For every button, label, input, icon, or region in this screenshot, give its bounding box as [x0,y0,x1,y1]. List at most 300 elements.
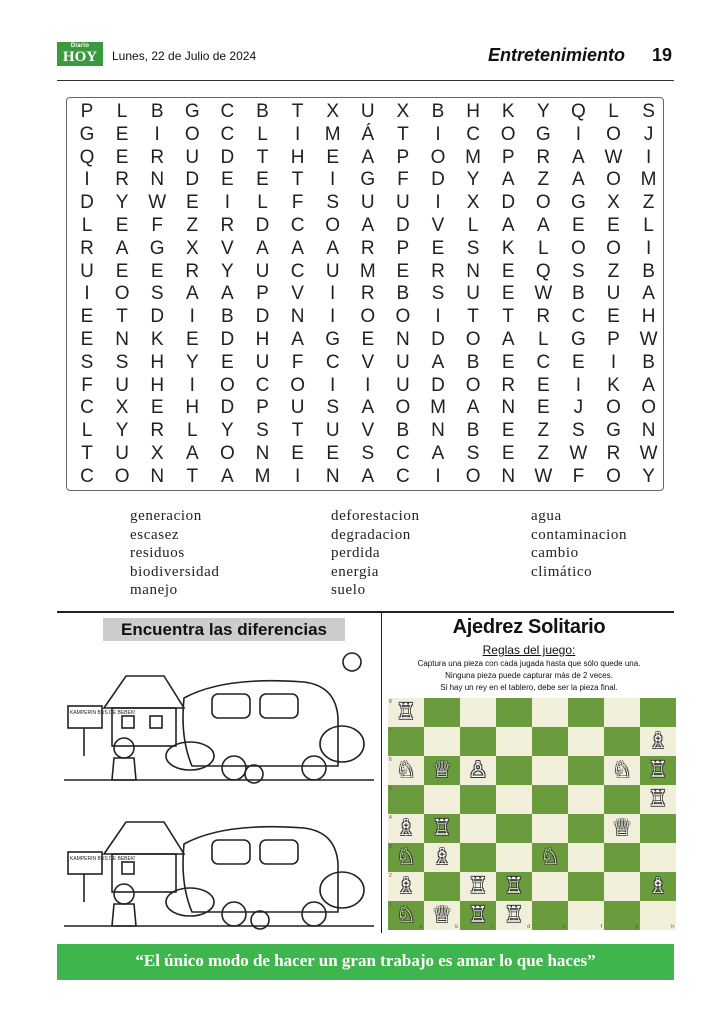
differences-title: Encuentra las diferencias [103,618,345,641]
grid-letter: Y [466,169,480,191]
grid-letter: E [256,169,269,191]
grid-letter: L [81,215,93,236]
grid-letter: O [114,283,130,305]
grid-letter: E [80,329,94,350]
grid-letter: R [150,420,165,442]
rule-2: Ninguna pieza puede capturar más de 2 veces. [445,671,613,680]
grid-row [67,283,665,306]
house-roof [104,676,184,708]
grid-letter: R [536,146,551,168]
grid-letter: G [325,329,341,350]
header-divider [57,80,674,81]
file-label: c [491,924,494,930]
grid-letter: S [431,283,445,305]
grid-letter: G [606,420,621,442]
grid-row [67,329,665,352]
board-square[interactable] [460,727,496,756]
page-number: 19 [652,45,673,65]
issue-date: Lunes, 22 de Julio de 2024 [112,49,257,63]
grid-row [67,238,665,261]
grid-letter: A [572,146,585,168]
rank-label: 6 [389,757,392,763]
grid-letter: I [365,374,371,396]
grid-letter: E [185,192,199,214]
board-square[interactable] [568,727,604,756]
grid-letter: O [641,397,656,419]
grid-row [67,397,665,420]
chess-knight-icon[interactable]: ♘ [396,758,416,783]
grid-letter: I [224,192,231,214]
grid-letter: I [189,306,195,328]
grid-letter: A [361,146,375,168]
chess-title: Ajedrez Solitario [452,616,606,638]
grid-letter: N [431,420,445,442]
chess-rook-icon[interactable]: ♖ [396,700,416,725]
board-square[interactable] [532,756,568,785]
grid-letter: E [501,443,515,464]
grid-letter: U [115,374,129,396]
grid-letter: V [221,237,234,259]
grid-letter: O [465,329,481,350]
board-square[interactable] [568,698,604,727]
board-square[interactable] [496,756,532,785]
grid-letter: E [501,351,515,373]
grid-letter: B [396,420,410,442]
chess-queen-icon[interactable]: ♕ [432,903,452,928]
grid-row [67,375,665,398]
grid-letter: U [325,260,340,282]
grid-letter: Y [536,101,550,122]
board-square[interactable] [496,843,532,872]
grid-letter: Z [537,169,550,191]
grid-letter: P [256,397,269,419]
grid-row [67,352,665,375]
grid-letter: X [185,237,199,259]
grid-letter: E [572,215,585,236]
board-square[interactable] [640,698,676,727]
file-label: e [563,924,566,930]
grid-letter: E [150,397,164,419]
grid-letter: D [255,306,270,328]
grid-letter: I [330,306,336,328]
grid-letter: U [255,351,270,373]
grid-letter: Z [537,443,550,464]
chess-rook-icon[interactable]: ♖ [648,787,668,812]
grid-letter: R [80,237,94,259]
grid-letter: O [430,146,446,168]
grid-letter: K [607,374,620,396]
cow [320,872,364,908]
grid-letter: P [396,237,410,259]
board-square[interactable] [568,901,604,930]
grid-letter: W [148,192,167,214]
rank-label: 8 [389,699,392,705]
board-square[interactable] [424,872,460,901]
grid-letter: X [326,101,340,122]
grid-letter: H [185,397,200,419]
grid-letter: D [150,306,165,328]
grid-row [67,169,665,192]
grid-letter: X [607,192,620,214]
wheel [302,756,326,780]
grid-letter: S [361,443,375,464]
board-square[interactable] [604,785,640,814]
grid-letter: L [187,420,198,442]
grid-letter: A [291,329,304,350]
board-square[interactable] [496,814,532,843]
cartoon-camper-image-2 [64,790,374,930]
board-square[interactable] [532,785,568,814]
chess-rook-icon[interactable]: ♖ [468,874,488,899]
grid-letter: E [361,329,375,350]
grid-letter: A [361,397,375,419]
grid-letter: A [431,443,445,464]
grid-letter: N [501,397,516,419]
word: escasez [130,526,180,543]
file-label: b [455,924,458,930]
board-square[interactable] [532,872,568,901]
chess-rook-icon[interactable]: ♖ [504,874,524,899]
grid-letter: H [255,329,270,350]
grid-row [67,101,665,124]
grid-letter: I [575,374,582,396]
grid-letter: B [466,351,480,373]
grid-letter: H [150,374,165,396]
chess-knight-icon[interactable]: ♘ [396,903,416,928]
grid-letter: M [640,169,657,191]
board-square[interactable] [568,756,604,785]
board-square[interactable] [568,814,604,843]
grid-letter: Z [186,215,199,236]
grid-letter: Q [79,146,95,168]
board-square[interactable] [604,872,640,901]
board-square[interactable] [532,814,568,843]
grid-letter: Y [185,351,199,373]
grid-letter: S [80,351,94,373]
board-square[interactable] [604,727,640,756]
grid-letter: A [361,465,375,487]
grid-letter: G [535,123,551,145]
grid-letter: N [255,443,270,464]
quote-text: “El único modo de hacer un gran trabajo es amar lo que haces” [135,951,596,970]
grid-letter: L [257,123,268,145]
grid-letter: X [150,443,164,464]
grid-letter: A [642,374,655,396]
grid-letter: E [396,260,410,282]
grid-letter: W [639,443,658,464]
camper-body [183,681,338,766]
chess-bishop-icon[interactable]: ♗ [396,874,416,899]
grid-letter: S [326,192,340,214]
word-search-grid [66,97,664,491]
grid-letter: C [220,101,235,122]
grid-letter: M [359,260,376,282]
word: suelo [331,582,366,598]
grid-letter: A [185,443,199,464]
grid-letter: E [221,351,234,373]
grid-letter: O [571,237,586,259]
grid-letter: U [185,146,200,168]
chess-pawn-icon[interactable]: ♙ [468,758,488,783]
grid-letter: M [254,465,271,487]
grid-letter: E [115,215,129,236]
grid-letter: G [360,169,376,191]
chess-board [388,698,676,930]
board-square[interactable] [568,872,604,901]
chess-knight-icon[interactable]: ♘ [396,845,416,870]
grid-letter: T [291,169,304,191]
grid-letter: U [360,101,375,122]
grid-letter: Z [537,420,550,442]
rule-1: Captura una pieza con cada jugada hasta que sólo quede una. [417,659,641,668]
grid-letter: H [641,306,656,328]
house-roof [104,822,184,854]
board-square[interactable] [532,901,568,930]
grid-letter: B [431,101,445,122]
wheel [302,902,326,926]
camper-body [183,827,338,912]
grid-letter: R [431,260,445,282]
grid-letter: J [573,397,584,419]
board-square[interactable] [460,785,496,814]
grid-letter: E [115,260,129,282]
file-label: f [600,924,602,930]
chess-bishop-icon[interactable]: ♗ [648,874,668,899]
board-square[interactable] [640,843,676,872]
word-list [130,507,690,602]
grid-letter: N [466,260,480,282]
cartoon-camper-image-1 [64,648,374,784]
grid-letter: C [80,397,94,419]
grid-row [67,124,665,147]
chess-bishop-icon[interactable]: ♗ [396,816,416,841]
grid-letter: S [326,397,340,419]
grid-letter: U [396,374,410,396]
grid-letter: C [80,465,94,487]
grid-letter: I [575,123,582,145]
wheel [222,756,246,780]
grid-letter: U [290,397,305,419]
board-square[interactable] [532,698,568,727]
grid-letter: D [396,215,410,236]
grid-letter: I [645,237,652,259]
grid-letter: L [538,237,549,259]
grid-letter: I [294,465,301,487]
rank-label: 2 [389,873,392,879]
grid-letter: T [291,420,304,442]
grid-letter: F [151,215,163,236]
grid-letter: N [325,465,340,487]
section-divider [57,611,674,613]
grid-row [67,192,665,215]
grid-letter: R [606,443,621,464]
grid-letter: X [466,192,480,214]
grid-letter: I [189,374,195,396]
grid-letter: E [607,215,620,236]
column-divider [381,611,382,933]
word: climático [531,563,593,580]
board-square[interactable] [604,901,640,930]
grid-letter: R [150,146,165,168]
grid-letter: G [184,101,200,122]
chess-rook-icon[interactable]: ♖ [648,758,668,783]
grid-letter: S [572,420,585,442]
child-head [114,884,134,904]
word-column-3 [531,507,627,581]
grid-letter: S [466,443,480,464]
grid-letter: R [360,237,375,259]
board-square[interactable] [388,785,424,814]
grid-letter: T [502,306,514,328]
board-square[interactable] [424,727,460,756]
rank-label: 3 [389,844,392,850]
grid-letter: B [221,306,234,328]
grid-letter: W [639,329,658,350]
grid-letter: C [325,351,340,373]
grid-letter: O [535,192,551,214]
grid-letter: F [572,465,585,487]
grid-letter: U [466,283,480,305]
grid-letter: I [610,351,617,373]
grid-letter: I [435,192,441,214]
file-label: a [419,924,422,930]
grid-letter: T [256,146,269,168]
grid-letter: Q [535,260,551,282]
grid-row [67,147,665,170]
grid-letter: Y [115,420,129,442]
chess-bishop-icon[interactable]: ♗ [648,729,668,754]
board-square[interactable] [496,727,532,756]
chess-knight-icon[interactable]: ♘ [612,758,632,783]
logo-big-text: HOY [62,49,98,65]
grid-letter: G [571,329,586,350]
grid-letter: E [431,237,445,259]
grid-letter: O [220,374,235,396]
grid-letter: E [536,397,550,419]
chess-queen-icon[interactable]: ♕ [612,816,632,841]
grid-letter: N [115,329,129,350]
grid-row [67,443,665,466]
pig [166,742,214,770]
grid-letter: O [606,465,621,487]
grid-letter: C [290,215,305,236]
board-square[interactable] [460,698,496,727]
rank-label: 7 [389,728,392,734]
board-square[interactable] [604,698,640,727]
grid-row [67,306,665,329]
grid-letter: A [221,283,234,305]
chess-knight-icon[interactable]: ♘ [540,845,560,870]
board-square[interactable] [568,785,604,814]
grid-letter: M [430,397,446,419]
rule-3: Si hay un rey en el tablero, debe ser la pieza final. [440,683,618,692]
rank-label: 1 [389,902,392,908]
word: perdida [331,545,381,561]
board-square[interactable] [388,727,424,756]
chess-rook-icon[interactable]: ♖ [432,816,452,841]
grid-letter: O [500,123,516,145]
word: biodiversidad [130,563,220,580]
grid-letter: A [326,237,340,259]
grid-letter: O [395,306,411,328]
grid-letter: I [154,123,160,145]
grid-letter: S [115,351,129,373]
grid-letter: O [114,465,130,487]
grid-letter: O [220,443,235,464]
grid-letter: E [115,146,129,168]
grid-letter: F [291,351,304,373]
board-square[interactable] [460,814,496,843]
chess-rook-icon[interactable]: ♖ [468,903,488,928]
word: agua [531,508,562,524]
grid-letter: D [80,192,94,214]
board-square[interactable] [640,901,676,930]
board-square[interactable] [640,814,676,843]
grid-letter: U [396,192,410,214]
grid-letter: A [291,237,304,259]
word: contaminacion [531,526,628,543]
grid-letter: Y [221,260,234,282]
file-label: d [527,924,530,930]
board-square[interactable] [496,698,532,727]
grid-letter: P [396,146,410,168]
grid-row [67,466,665,489]
board-square[interactable] [424,698,460,727]
chess-bishop-icon[interactable]: ♗ [432,845,452,870]
grid-letter: E [115,123,129,145]
grid-letter: O [465,465,481,487]
grid-letter: E [501,260,515,282]
grid-row [67,261,665,284]
board-square[interactable] [460,843,496,872]
grid-letter: G [571,192,586,214]
grid-letter: U [255,260,270,282]
hoy-logo [57,42,103,66]
grid-letter: O [465,374,481,396]
board-square[interactable] [496,785,532,814]
grid-letter: O [184,123,200,145]
chess-rook-icon[interactable]: ♖ [504,903,524,928]
board-square[interactable] [604,843,640,872]
grid-letter: A [431,351,445,373]
sun-icon [343,653,361,671]
grid-letter: X [396,101,410,122]
rules-title: Reglas del juego: [482,643,576,657]
grid-letter: B [256,101,269,122]
grid-letter: J [643,123,654,145]
grid-letter: Q [571,101,586,122]
grid-letter: U [325,420,340,442]
word: residuos [130,545,185,561]
board-square[interactable] [532,727,568,756]
board-square[interactable] [424,785,460,814]
grid-letter: X [115,397,129,419]
board-square[interactable] [568,843,604,872]
grid-letter: A [572,169,585,191]
grid-letter: V [431,215,445,236]
word: energia [331,563,380,580]
grid-letter: E [501,420,515,442]
grid-letter: Y [642,465,655,487]
grid-letter: U [115,443,129,464]
grid-letter: I [330,283,336,305]
sign-text: KAMPERIN BUS DE BEBEK! [70,710,136,716]
grid-letter: E [291,443,304,464]
chess-queen-icon[interactable]: ♕ [432,758,452,783]
grid-letter: C [290,260,305,282]
word: cambio [531,545,579,561]
grid-letter: W [534,283,553,305]
